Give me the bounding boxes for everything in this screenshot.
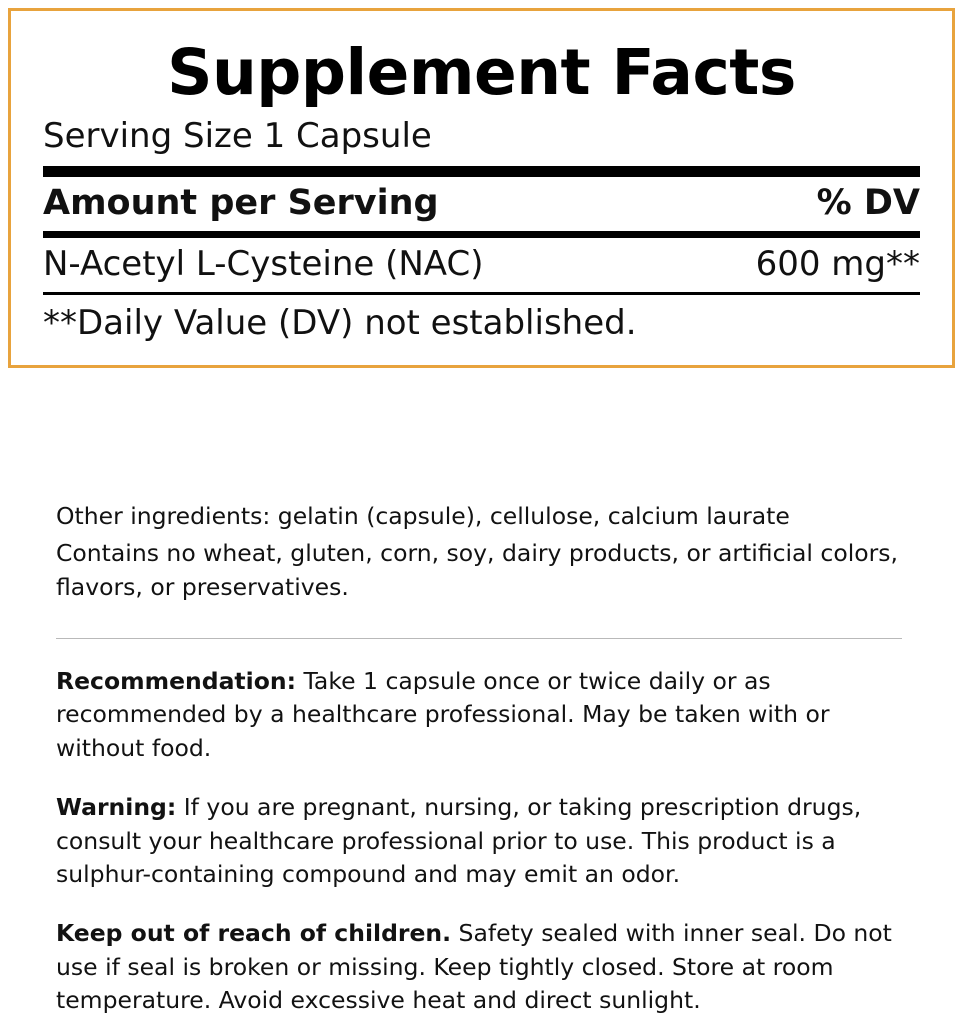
warning-label: Warning:: [56, 793, 177, 822]
warning-text: If you are pregnant, nursing, or taking prescription drugs, consult your healthcare professional prior to use. This product is a sulphur-containing compound and may emit an odor.: [56, 793, 862, 888]
warning-block: [56, 791, 907, 891]
table-row: [43, 238, 920, 292]
amount-per-serving-header: Amount per Serving: [43, 182, 439, 223]
supplement-facts-header-row: [43, 177, 920, 231]
keep-out-of-reach-label: Keep out of reach of children.: [56, 919, 452, 948]
label-body-copy: [56, 500, 907, 1017]
recommendation-text: Take 1 capsule once or twice daily or as recommended by a healthcare professional. May be taken with or without food.: [56, 667, 830, 762]
recommendation-label: Recommendation:: [56, 667, 296, 696]
ingredient-amount: 600 mg**: [755, 243, 920, 284]
daily-value-header: % DV: [816, 182, 920, 223]
keep-out-of-reach-block: [56, 917, 907, 1017]
serving-size-text: Serving Size 1 Capsule: [43, 116, 432, 157]
divider-thick-top: [43, 166, 920, 177]
supplement-facts-panel: [8, 8, 955, 368]
supplement-facts-title: Supplement Facts: [167, 36, 796, 109]
section-divider: [56, 638, 902, 639]
recommendation-block: [56, 665, 907, 765]
divider-medium: [43, 231, 920, 238]
allergen-statement-text: Contains no wheat, gluten, corn, soy, dairy products, or artificial colors, flavors, or preservatives.: [56, 539, 898, 601]
daily-value-footnote: **Daily Value (DV) not established.: [43, 302, 637, 343]
keep-out-of-reach-text: Safety sealed with inner seal. Do not use if seal is broken or missing. Keep tightly closed. Store at room temperature. Avoid excessive heat and direct sunlight.: [56, 919, 892, 1014]
ingredient-name: N-Acetyl L-Cysteine (NAC): [43, 243, 484, 284]
other-ingredients-text: Other ingredients: gelatin (capsule), cellulose, calcium laurate: [56, 502, 790, 530]
